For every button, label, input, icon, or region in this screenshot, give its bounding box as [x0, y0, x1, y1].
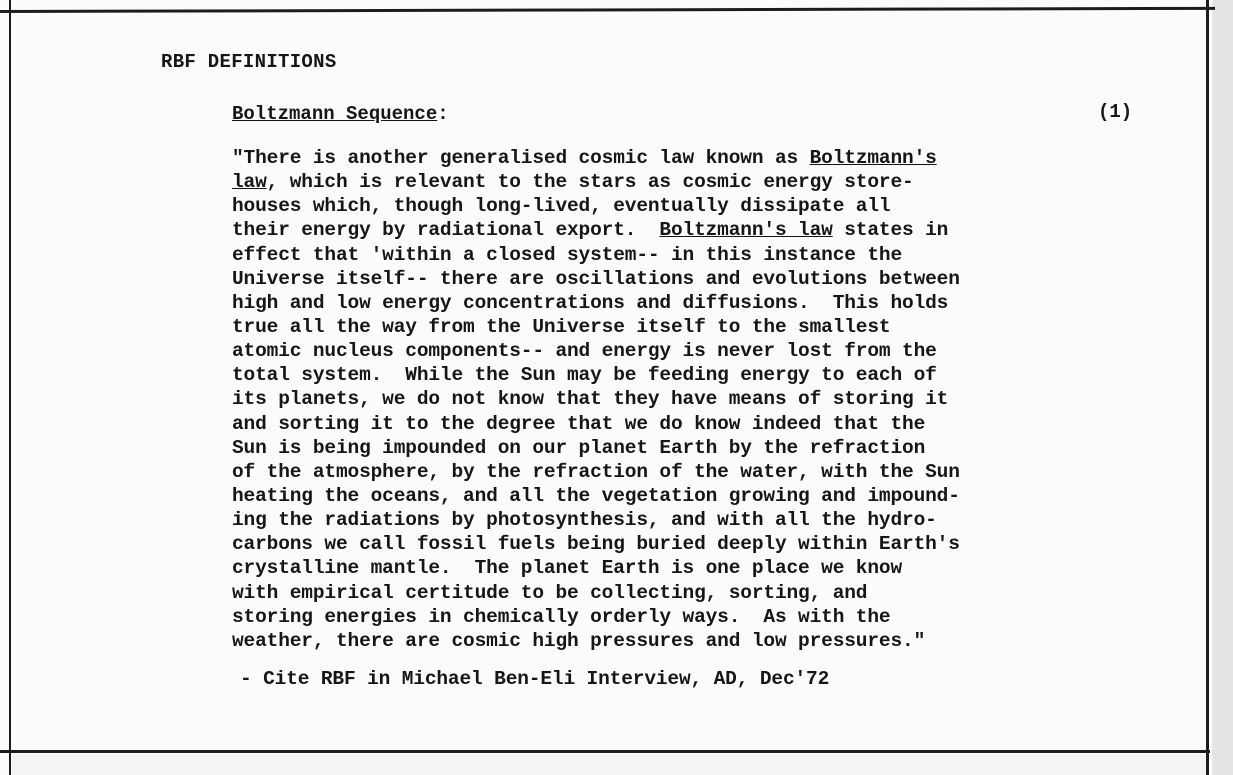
quote-line — [232, 508, 1162, 532]
quote-text: states in — [832, 219, 949, 242]
quote-line — [232, 532, 1162, 556]
underlined-term: Boltzmann's law — [659, 219, 833, 242]
quote-line — [232, 387, 1162, 411]
quote-line — [232, 291, 1162, 315]
quote-text: ing the radiations by photosynthesis, and with all the hydro- — [232, 509, 937, 532]
quote-text: Universe itself-- there are oscillations and evolutions between — [232, 267, 960, 290]
card-border-right — [1206, 0, 1209, 775]
quote-text: its planets, we do not know that they have means of storing it — [232, 388, 949, 411]
quote-text: , which is relevant to the stars as cosmic energy store- — [266, 171, 914, 194]
quote-line — [232, 484, 1162, 508]
quote-line — [232, 170, 1162, 194]
quote-text: atomic nucleus components-- and energy is never lost from the — [232, 340, 937, 363]
quote-line — [232, 315, 1162, 339]
quote-text: houses which, though long-lived, eventually dissipate all — [232, 195, 891, 218]
quote-line — [232, 412, 1162, 436]
quote-text: their energy by radiational export. — [232, 219, 660, 242]
quote-line — [232, 436, 1162, 460]
quote-text: with empirical certitude to be collecting, sorting, and — [232, 581, 868, 604]
quote-text: of the atmosphere, by the refraction of the water, with the Sun — [232, 460, 960, 483]
quote-line — [232, 194, 1162, 218]
quote-text: effect that 'within a closed system-- in this instance the — [232, 243, 903, 266]
quote-text: crystalline mantle. The planet Earth is one place we know — [232, 557, 903, 580]
next-card-edge — [12, 754, 1206, 775]
quote-text: and sorting it to the degree that we do know indeed that the — [232, 412, 926, 435]
quote-text: heating the oceans, and all the vegetation growing and impound- — [232, 484, 960, 507]
quote-line — [232, 581, 1162, 605]
quote-line — [232, 629, 1162, 653]
section-title — [232, 103, 449, 125]
underlined-term: law — [232, 171, 267, 194]
quote-line — [232, 460, 1162, 484]
quote-line — [232, 339, 1162, 363]
quote-text: carbons we call fossil fuels being buried deeply within Earth's — [232, 533, 960, 556]
section-title-colon: : — [437, 103, 449, 125]
quote-line — [232, 218, 1162, 242]
citation: - Cite RBF in Michael Ben-Eli Interview, AD, Dec'72 — [240, 668, 830, 690]
underlined-term: Boltzmann's — [809, 147, 937, 169]
quote-line — [232, 556, 1162, 580]
quote-text: Sun is being impounded on our planet Earth by the refraction — [232, 436, 926, 459]
quote-text: weather, there are cosmic high pressures and low pressures." — [232, 629, 926, 652]
quote-line — [232, 363, 1162, 387]
quote-text: total system. While the Sun may be feeding energy to each of — [232, 364, 937, 387]
quote-line — [232, 605, 1162, 629]
quote-text: true all the way from the Universe itself to the smallest — [232, 315, 891, 338]
document-header: RBF DEFINITIONS — [161, 51, 337, 73]
quote-text: "There is another generalised cosmic law known as — [232, 147, 810, 169]
quote-text: storing energies in chemically orderly ways. As with the — [232, 605, 891, 628]
quote-line — [232, 146, 1162, 170]
section-number: (1) — [1098, 101, 1133, 123]
quote-line — [232, 267, 1162, 291]
quote-line — [232, 243, 1162, 267]
quote-text: high and low energy concentrations and diffusions. This holds — [232, 291, 949, 314]
quotation-block — [232, 146, 1162, 653]
scan-margin-right — [1212, 0, 1233, 775]
card-border-bottom — [0, 750, 1210, 753]
section-title-text: Boltzmann Sequence — [232, 103, 438, 125]
